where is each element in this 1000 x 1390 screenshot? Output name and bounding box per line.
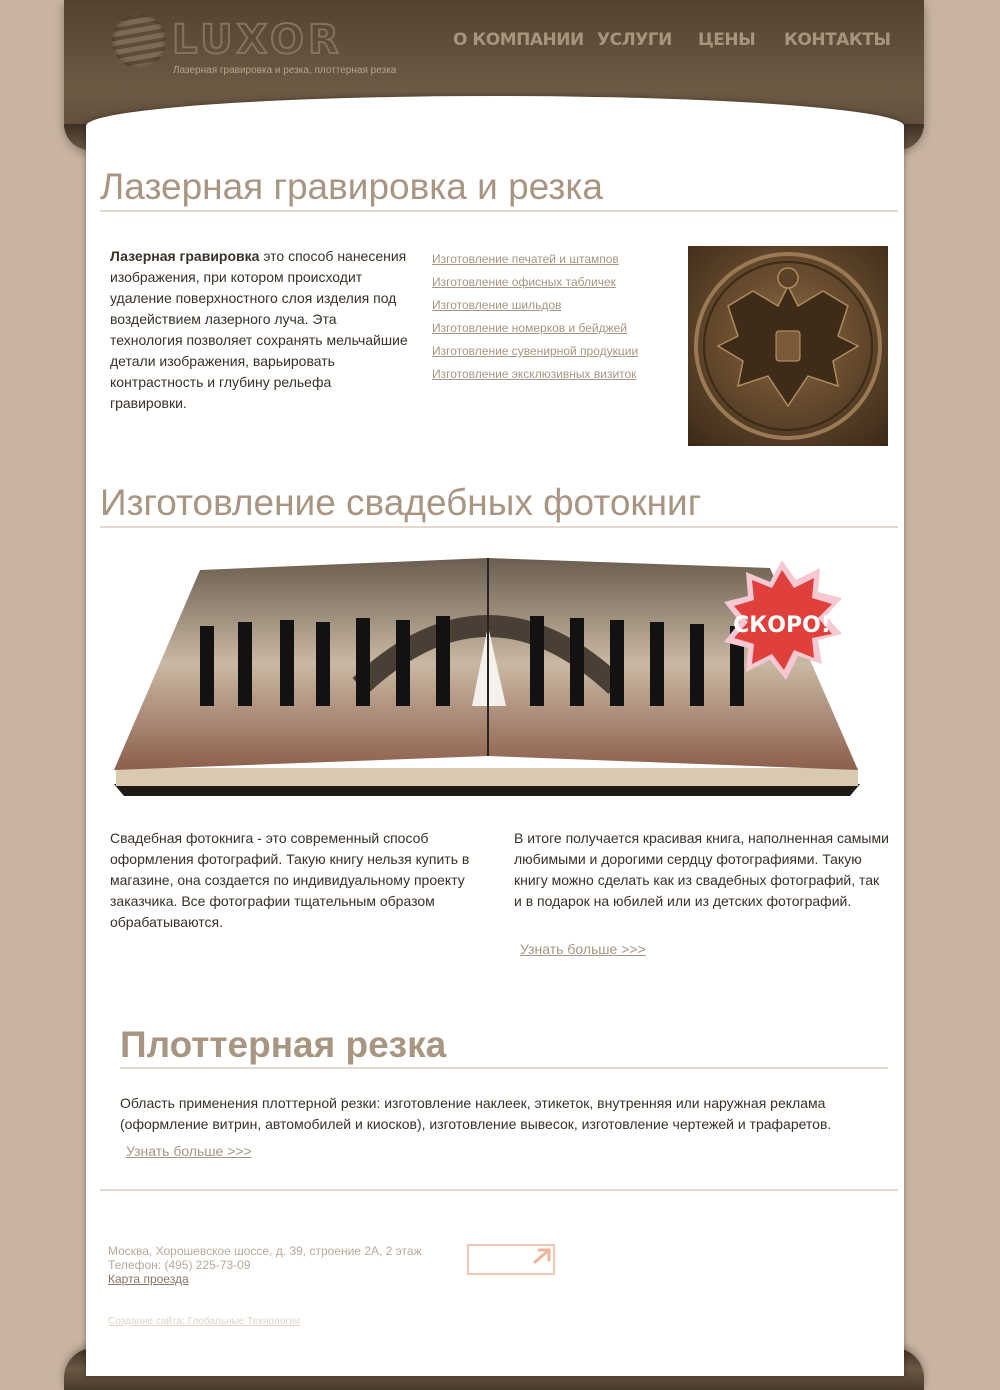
plotter-more-link[interactable]: Узнать больше >>>: [126, 1143, 252, 1159]
map-link[interactable]: Карта проезда: [108, 1272, 189, 1286]
plotter-heading: Плоттерная резка: [120, 1024, 888, 1069]
nav-about[interactable]: О КОМПАНИИ: [453, 30, 584, 50]
link-souvenirs[interactable]: Изготовление сувенирной продукции: [432, 344, 639, 358]
arrow-up-right-icon: [469, 1246, 553, 1273]
laser-intro-rest: это способ нанесения изображения, при котором происходит удаление поверхностного слоя изделия под воздействием лазерного луча. Эта технология позволяет сохранять мельчайшие детали изображения, варьировать контрастность и глубину рельефа гравировки.: [110, 248, 408, 411]
logo-text: LUXOR: [172, 17, 343, 63]
laser-links: [432, 250, 638, 388]
nav-prices[interactable]: ЦЕНЫ: [698, 30, 756, 50]
logo[interactable]: [112, 12, 397, 76]
nav-contacts[interactable]: КОНТАКТЫ: [784, 30, 891, 50]
coat-of-arms-icon: [688, 246, 888, 446]
footer-address: Москва, Хорошевское шоссе, д. 39, строение 2А, 2 этаж: [108, 1244, 422, 1258]
link-badges[interactable]: Изготовление номерков и бейджей: [432, 321, 628, 335]
footer-phone: Телефон: (495) 225-73-09: [108, 1258, 251, 1272]
photobook-image: [110, 556, 864, 800]
plotter-text: Область применения плоттерной резки: изготовление наклеек, этикеток, внутренняя или наружная реклама (оформление витрин, автомобилей и киосков), изготовление вывесок, изготовление чертежей и трафаретов.: [120, 1095, 832, 1132]
laser-intro-bold: Лазерная гравировка: [110, 248, 260, 264]
footer-divider: [100, 1189, 898, 1191]
laser-heading: Лазерная гравировка и резка: [100, 166, 898, 212]
photobook-more-link[interactable]: Узнать больше >>>: [520, 941, 646, 957]
photobook-text-right: В итоге получается красивая книга, наполненная самыми любимыми и дорогими сердцу фотографиями. Такую книгу можно сделать как из свадебных фотографий, так и в подарок на юбилей или из детских фотографий.: [514, 830, 889, 909]
footer-address-block: [108, 1244, 422, 1286]
site-credit-link[interactable]: Создание сайта: Глобальные Технологии: [108, 1316, 301, 1327]
link-nameplates[interactable]: Изготовление шильдов: [432, 298, 562, 312]
link-stamps[interactable]: Изготовление печатей и штампов: [432, 252, 619, 266]
engraved-coat-of-arms-image: [688, 246, 888, 446]
photobook-text-left: Свадебная фотокнига - это современный способ оформления фотографий. Такую книгу нельзя купить в магазине, она создается по индивидуальному проекту заказчика. Все фотографии тщательным образом обрабатываются.: [110, 830, 470, 930]
counter-badge[interactable]: [467, 1244, 555, 1275]
logo-globe-icon: [112, 14, 166, 68]
nav-services[interactable]: УСЛУГИ: [597, 30, 672, 50]
open-photobook-graphic: [110, 556, 864, 800]
laser-intro: [110, 246, 410, 414]
logo-tagline: Лазерная гравировка и резка, плоттерная резка: [173, 65, 397, 76]
link-cards[interactable]: Изготовление эксклюзивных визиток: [432, 367, 637, 381]
photobook-heading: Изготовление свадебных фотокниг: [100, 482, 898, 528]
soon-badge-label: СКОРО!: [733, 613, 831, 638]
link-office-plates[interactable]: Изготовление офисных табличек: [432, 275, 616, 289]
